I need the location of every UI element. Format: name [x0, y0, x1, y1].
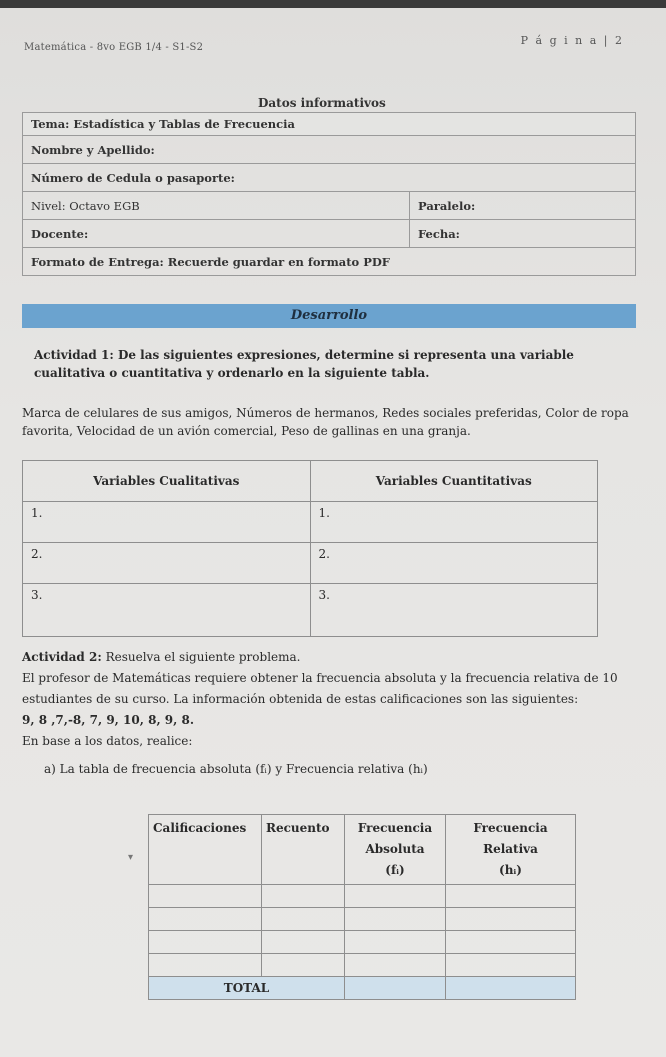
cell[interactable] — [446, 885, 576, 908]
cell-qual-2[interactable]: 2. — [23, 543, 311, 584]
total-label: TOTAL — [149, 977, 345, 1000]
total-row — [149, 977, 576, 1000]
section-title: Desarrollo — [22, 304, 636, 328]
header-qualitative: Variables Cualitativas — [23, 461, 311, 502]
cell[interactable] — [262, 908, 345, 931]
cell[interactable] — [446, 908, 576, 931]
table-row — [149, 954, 576, 977]
variables-table — [22, 460, 598, 637]
info-title: Datos informativos — [258, 96, 386, 110]
activity1-instruction: Actividad 1: De las siguientes expresiones, determine si representa una variable cualitativa o cuantitativa y ordenarlo en la siguiente tabla. — [34, 348, 574, 380]
table-row — [23, 502, 598, 543]
info-tema: Tema: Estadística y Tablas de Frecuencia — [23, 113, 636, 136]
col4-line1: Frecuencia — [473, 821, 548, 835]
activity2-heading — [22, 648, 300, 666]
table-row — [23, 584, 598, 637]
cell[interactable] — [149, 908, 262, 931]
cell-qual-1[interactable]: 1. — [23, 502, 311, 543]
cell-quant-3[interactable]: 3. — [310, 584, 598, 637]
activity2-prompt: En base a los datos, realice: — [22, 734, 193, 748]
task-a: a) La tabla de frecuencia absoluta (fᵢ) y Frecuencia relativa (hᵢ) — [44, 762, 428, 776]
activity2-title: Resuelva el siguiente problema. — [105, 650, 301, 664]
cell-quant-2[interactable]: 2. — [310, 543, 598, 584]
col-calificaciones: Calificaciones — [149, 815, 262, 885]
cell-quant-1[interactable]: 1. — [310, 502, 598, 543]
frequency-table — [148, 814, 576, 1000]
col-recuento: Recuento — [262, 815, 345, 885]
cell[interactable] — [149, 885, 262, 908]
header-quantitative: Variables Cuantitativas — [310, 461, 598, 502]
info-nivel: Nivel: Octavo EGB — [23, 192, 410, 220]
pen-mark: ▾ — [128, 852, 134, 863]
activity2-data: 9, 8 ,7,-8, 7, 9, 10, 8, 9, 8. — [22, 713, 195, 727]
col4-line2: Relativa — [483, 842, 538, 856]
table-row — [23, 543, 598, 584]
cell[interactable] — [262, 931, 345, 954]
table-row — [149, 908, 576, 931]
cell[interactable] — [345, 954, 446, 977]
info-paralelo[interactable]: Paralelo: — [410, 192, 636, 220]
cell[interactable] — [149, 931, 262, 954]
col4-symbol: (hᵢ) — [499, 863, 522, 877]
cell[interactable] — [262, 954, 345, 977]
page-number: P á g i n a | 2 — [520, 34, 624, 47]
col3-symbol: (fᵢ) — [385, 863, 405, 877]
activity2-body — [22, 668, 642, 752]
total-relative[interactable] — [446, 977, 576, 1000]
info-cedula[interactable]: Número de Cedula o pasaporte: — [23, 164, 636, 192]
activity1-text: Marca de celulares de sus amigos, Números de hermanos, Redes sociales preferidas, Color de ropa favorita, Velocidad de un avión comercial, Peso de gallinas en una granja. — [22, 406, 629, 438]
header-course: Matemática - 8vo EGB 1/4 - S1-S2 — [24, 42, 204, 53]
col-frecuencia-absoluta — [345, 815, 446, 885]
info-nombre[interactable]: Nombre y Apellido: — [23, 136, 636, 164]
col3-line2: Absoluta — [365, 842, 425, 856]
activity2-problem: El profesor de Matemáticas requiere obtener la frecuencia absoluta y la frecuencia relativa de 10 estudiantes de su curso. La información obtenida de estas calificaciones son las siguientes: — [22, 671, 618, 706]
info-docente[interactable]: Docente: — [23, 220, 410, 248]
col3-line1: Frecuencia — [357, 821, 433, 835]
cell-qual-3[interactable]: 3. — [23, 584, 311, 637]
cell[interactable] — [262, 885, 345, 908]
table-row — [149, 885, 576, 908]
cell[interactable] — [446, 954, 576, 977]
cell[interactable] — [149, 954, 262, 977]
activity2-label: Actividad 2: — [22, 650, 102, 664]
cell[interactable] — [446, 931, 576, 954]
cell[interactable] — [345, 931, 446, 954]
cell[interactable] — [345, 885, 446, 908]
table-row — [149, 931, 576, 954]
info-fecha[interactable]: Fecha: — [410, 220, 636, 248]
col-frecuencia-relativa — [446, 815, 576, 885]
info-table — [22, 112, 636, 276]
top-edge — [0, 0, 666, 8]
info-formato: Formato de Entrega: Recuerde guardar en formato PDF — [23, 248, 636, 276]
cell[interactable] — [345, 908, 446, 931]
total-absolute[interactable] — [345, 977, 446, 1000]
